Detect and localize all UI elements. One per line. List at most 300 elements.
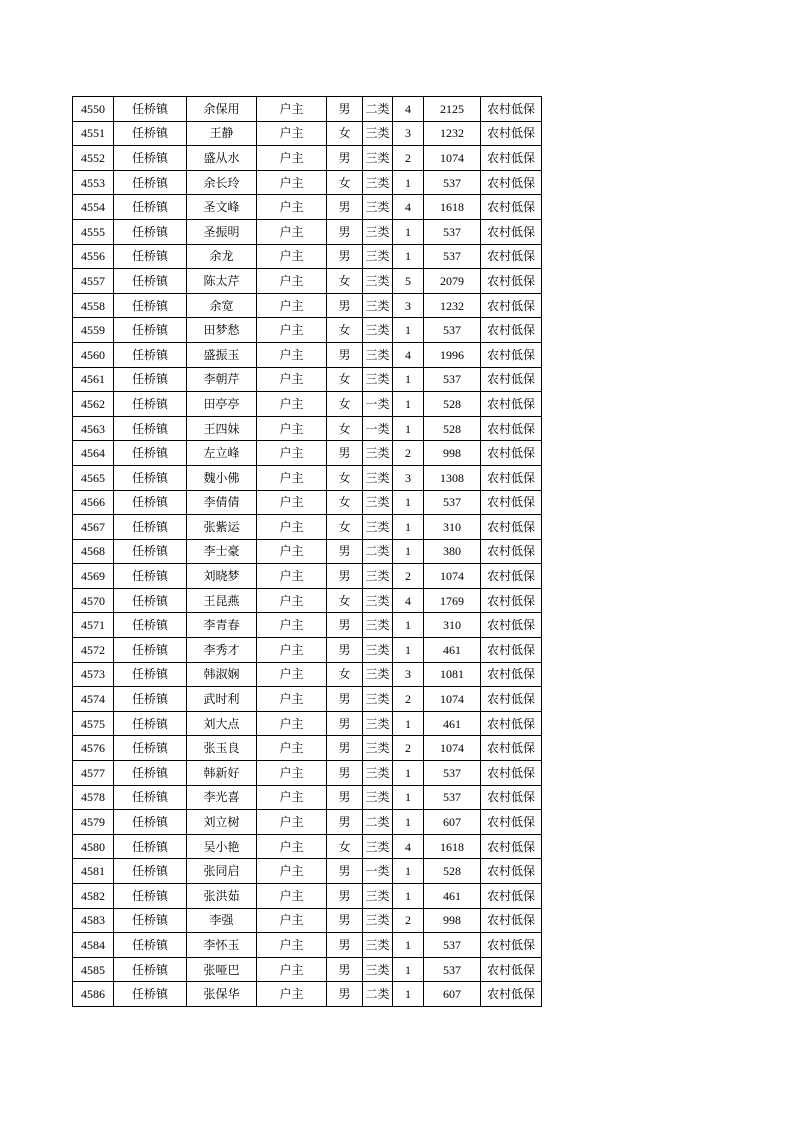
name-cell: 魏小佛 [187,465,257,490]
household-role-cell: 户主 [257,859,327,884]
assistance-type-cell: 农村低保 [481,736,542,761]
assistance-type-cell: 农村低保 [481,515,542,540]
table-row [73,957,542,982]
town-cell: 任桥镇 [114,269,187,294]
town-cell: 任桥镇 [114,957,187,982]
record-number-cell: 4579 [73,810,114,835]
category-cell: 二类 [363,539,393,564]
assistance-type-cell: 农村低保 [481,342,542,367]
category-cell: 二类 [363,982,393,1007]
household-role-cell: 户主 [257,736,327,761]
record-number-cell: 4566 [73,490,114,515]
name-cell: 陈太芹 [187,269,257,294]
member-count-cell: 1 [393,515,424,540]
name-cell: 李士豪 [187,539,257,564]
town-cell: 任桥镇 [114,121,187,146]
member-count-cell: 1 [393,957,424,982]
member-count-cell: 2 [393,736,424,761]
table-row [73,884,542,909]
name-cell: 张紫运 [187,515,257,540]
table-row [73,170,542,195]
record-number-cell: 4582 [73,884,114,909]
member-count-cell: 4 [393,195,424,220]
name-cell: 刘晓梦 [187,564,257,589]
table-row [73,785,542,810]
record-number-cell: 4586 [73,982,114,1007]
member-count-cell: 3 [393,293,424,318]
household-role-cell: 户主 [257,687,327,712]
gender-cell: 男 [327,957,363,982]
member-count-cell: 4 [393,588,424,613]
town-cell: 任桥镇 [114,810,187,835]
category-cell: 三类 [363,195,393,220]
name-cell: 李青春 [187,613,257,638]
amount-cell: 1996 [424,342,481,367]
household-role-cell: 户主 [257,170,327,195]
household-role-cell: 户主 [257,244,327,269]
amount-cell: 537 [424,761,481,786]
category-cell: 三类 [363,219,393,244]
relief-roster-table [72,96,542,1007]
amount-cell: 1232 [424,121,481,146]
town-cell: 任桥镇 [114,564,187,589]
member-count-cell: 1 [393,539,424,564]
record-number-cell: 4573 [73,662,114,687]
town-cell: 任桥镇 [114,195,187,220]
name-cell: 李朝芹 [187,367,257,392]
amount-cell: 1308 [424,465,481,490]
gender-cell: 女 [327,392,363,417]
category-cell: 三类 [363,170,393,195]
town-cell: 任桥镇 [114,219,187,244]
gender-cell: 女 [327,515,363,540]
table-row [73,146,542,171]
amount-cell: 461 [424,884,481,909]
record-number-cell: 4554 [73,195,114,220]
town-cell: 任桥镇 [114,736,187,761]
household-role-cell: 户主 [257,539,327,564]
gender-cell: 女 [327,318,363,343]
table-row [73,97,542,122]
household-role-cell: 户主 [257,441,327,466]
amount-cell: 537 [424,318,481,343]
table-row [73,613,542,638]
town-cell: 任桥镇 [114,982,187,1007]
name-cell: 李光喜 [187,785,257,810]
amount-cell: 537 [424,785,481,810]
amount-cell: 2125 [424,97,481,122]
member-count-cell: 1 [393,367,424,392]
category-cell: 一类 [363,416,393,441]
town-cell: 任桥镇 [114,318,187,343]
category-cell: 三类 [363,711,393,736]
category-cell: 三类 [363,342,393,367]
table-row [73,908,542,933]
household-role-cell: 户主 [257,785,327,810]
category-cell: 三类 [363,908,393,933]
assistance-type-cell: 农村低保 [481,441,542,466]
category-cell: 三类 [363,318,393,343]
name-cell: 余宽 [187,293,257,318]
town-cell: 任桥镇 [114,834,187,859]
gender-cell: 男 [327,761,363,786]
gender-cell: 女 [327,416,363,441]
table-row [73,293,542,318]
member-count-cell: 2 [393,564,424,589]
record-number-cell: 4585 [73,957,114,982]
table-row [73,269,542,294]
member-count-cell: 1 [393,416,424,441]
amount-cell: 1769 [424,588,481,613]
assistance-type-cell: 农村低保 [481,884,542,909]
assistance-type-cell: 农村低保 [481,711,542,736]
record-number-cell: 4559 [73,318,114,343]
amount-cell: 607 [424,810,481,835]
table-row [73,687,542,712]
table-row [73,195,542,220]
table-row [73,367,542,392]
table-row [73,441,542,466]
member-count-cell: 4 [393,342,424,367]
gender-cell: 男 [327,441,363,466]
household-role-cell: 户主 [257,392,327,417]
name-cell: 余龙 [187,244,257,269]
record-number-cell: 4583 [73,908,114,933]
assistance-type-cell: 农村低保 [481,662,542,687]
town-cell: 任桥镇 [114,465,187,490]
name-cell: 武时利 [187,687,257,712]
record-number-cell: 4562 [73,392,114,417]
town-cell: 任桥镇 [114,515,187,540]
amount-cell: 537 [424,170,481,195]
record-number-cell: 4564 [73,441,114,466]
assistance-type-cell: 农村低保 [481,219,542,244]
gender-cell: 男 [327,982,363,1007]
category-cell: 三类 [363,244,393,269]
table-row [73,342,542,367]
household-role-cell: 户主 [257,146,327,171]
table-row [73,662,542,687]
record-number-cell: 4577 [73,761,114,786]
member-count-cell: 2 [393,908,424,933]
household-role-cell: 户主 [257,195,327,220]
assistance-type-cell: 农村低保 [481,97,542,122]
household-role-cell: 户主 [257,638,327,663]
assistance-type-cell: 农村低保 [481,170,542,195]
amount-cell: 1232 [424,293,481,318]
table-row [73,490,542,515]
assistance-type-cell: 农村低保 [481,761,542,786]
town-cell: 任桥镇 [114,884,187,909]
member-count-cell: 2 [393,441,424,466]
gender-cell: 男 [327,711,363,736]
assistance-type-cell: 农村低保 [481,638,542,663]
record-number-cell: 4555 [73,219,114,244]
household-role-cell: 户主 [257,982,327,1007]
table-row [73,539,542,564]
table-row [73,219,542,244]
member-count-cell: 2 [393,146,424,171]
record-number-cell: 4552 [73,146,114,171]
table-row [73,933,542,958]
member-count-cell: 1 [393,884,424,909]
category-cell: 二类 [363,97,393,122]
roster-body [73,97,542,1007]
amount-cell: 537 [424,367,481,392]
assistance-type-cell: 农村低保 [481,588,542,613]
gender-cell: 女 [327,170,363,195]
member-count-cell: 1 [393,490,424,515]
record-number-cell: 4578 [73,785,114,810]
gender-cell: 男 [327,195,363,220]
household-role-cell: 户主 [257,884,327,909]
table-row [73,859,542,884]
gender-cell: 男 [327,564,363,589]
category-cell: 三类 [363,687,393,712]
amount-cell: 528 [424,859,481,884]
table-row [73,564,542,589]
assistance-type-cell: 农村低保 [481,293,542,318]
household-role-cell: 户主 [257,564,327,589]
assistance-type-cell: 农村低保 [481,318,542,343]
household-role-cell: 户主 [257,933,327,958]
assistance-type-cell: 农村低保 [481,933,542,958]
name-cell: 李倩倩 [187,490,257,515]
amount-cell: 1074 [424,687,481,712]
member-count-cell: 1 [393,244,424,269]
category-cell: 三类 [363,465,393,490]
gender-cell: 男 [327,97,363,122]
assistance-type-cell: 农村低保 [481,834,542,859]
household-role-cell: 户主 [257,121,327,146]
category-cell: 三类 [363,933,393,958]
record-number-cell: 4558 [73,293,114,318]
gender-cell: 男 [327,244,363,269]
member-count-cell: 1 [393,711,424,736]
amount-cell: 998 [424,441,481,466]
town-cell: 任桥镇 [114,539,187,564]
gender-cell: 女 [327,588,363,613]
amount-cell: 537 [424,933,481,958]
table-row [73,465,542,490]
town-cell: 任桥镇 [114,367,187,392]
category-cell: 三类 [363,441,393,466]
member-count-cell: 1 [393,761,424,786]
member-count-cell: 3 [393,121,424,146]
town-cell: 任桥镇 [114,687,187,712]
category-cell: 一类 [363,392,393,417]
name-cell: 韩淑娴 [187,662,257,687]
gender-cell: 女 [327,269,363,294]
household-role-cell: 户主 [257,662,327,687]
gender-cell: 男 [327,638,363,663]
member-count-cell: 4 [393,834,424,859]
member-count-cell: 4 [393,97,424,122]
member-count-cell: 1 [393,613,424,638]
table-row [73,416,542,441]
member-count-cell: 3 [393,465,424,490]
name-cell: 圣文峰 [187,195,257,220]
record-number-cell: 4561 [73,367,114,392]
amount-cell: 537 [424,219,481,244]
category-cell: 三类 [363,269,393,294]
town-cell: 任桥镇 [114,711,187,736]
gender-cell: 女 [327,834,363,859]
town-cell: 任桥镇 [114,441,187,466]
table-row [73,736,542,761]
assistance-type-cell: 农村低保 [481,613,542,638]
gender-cell: 男 [327,884,363,909]
record-number-cell: 4572 [73,638,114,663]
gender-cell: 男 [327,219,363,244]
assistance-type-cell: 农村低保 [481,785,542,810]
table-row [73,588,542,613]
gender-cell: 男 [327,293,363,318]
assistance-type-cell: 农村低保 [481,564,542,589]
assistance-type-cell: 农村低保 [481,416,542,441]
town-cell: 任桥镇 [114,392,187,417]
category-cell: 三类 [363,761,393,786]
amount-cell: 537 [424,244,481,269]
gender-cell: 男 [327,736,363,761]
gender-cell: 女 [327,662,363,687]
table-row [73,638,542,663]
town-cell: 任桥镇 [114,416,187,441]
assistance-type-cell: 农村低保 [481,367,542,392]
category-cell: 三类 [363,638,393,663]
record-number-cell: 4584 [73,933,114,958]
town-cell: 任桥镇 [114,785,187,810]
record-number-cell: 4553 [73,170,114,195]
household-role-cell: 户主 [257,97,327,122]
category-cell: 三类 [363,884,393,909]
assistance-type-cell: 农村低保 [481,195,542,220]
household-role-cell: 户主 [257,293,327,318]
amount-cell: 310 [424,613,481,638]
name-cell: 张哑巴 [187,957,257,982]
amount-cell: 461 [424,711,481,736]
town-cell: 任桥镇 [114,588,187,613]
amount-cell: 1074 [424,736,481,761]
town-cell: 任桥镇 [114,761,187,786]
table-row [73,761,542,786]
name-cell: 刘大点 [187,711,257,736]
assistance-type-cell: 农村低保 [481,269,542,294]
household-role-cell: 户主 [257,219,327,244]
name-cell: 李秀才 [187,638,257,663]
household-role-cell: 户主 [257,834,327,859]
town-cell: 任桥镇 [114,342,187,367]
amount-cell: 380 [424,539,481,564]
town-cell: 任桥镇 [114,662,187,687]
household-role-cell: 户主 [257,908,327,933]
amount-cell: 1074 [424,564,481,589]
name-cell: 吴小艳 [187,834,257,859]
household-role-cell: 户主 [257,269,327,294]
category-cell: 三类 [363,293,393,318]
amount-cell: 528 [424,392,481,417]
gender-cell: 男 [327,933,363,958]
category-cell: 三类 [363,367,393,392]
household-role-cell: 户主 [257,515,327,540]
member-count-cell: 2 [393,687,424,712]
table-row [73,244,542,269]
town-cell: 任桥镇 [114,170,187,195]
assistance-type-cell: 农村低保 [481,859,542,884]
record-number-cell: 4569 [73,564,114,589]
name-cell: 张同启 [187,859,257,884]
amount-cell: 607 [424,982,481,1007]
name-cell: 张保华 [187,982,257,1007]
gender-cell: 男 [327,146,363,171]
town-cell: 任桥镇 [114,146,187,171]
category-cell: 三类 [363,515,393,540]
category-cell: 一类 [363,859,393,884]
assistance-type-cell: 农村低保 [481,957,542,982]
town-cell: 任桥镇 [114,490,187,515]
household-role-cell: 户主 [257,810,327,835]
town-cell: 任桥镇 [114,613,187,638]
category-cell: 二类 [363,810,393,835]
town-cell: 任桥镇 [114,293,187,318]
name-cell: 圣振明 [187,219,257,244]
town-cell: 任桥镇 [114,638,187,663]
name-cell: 刘立树 [187,810,257,835]
record-number-cell: 4556 [73,244,114,269]
member-count-cell: 1 [393,810,424,835]
gender-cell: 女 [327,490,363,515]
record-number-cell: 4571 [73,613,114,638]
assistance-type-cell: 农村低保 [481,465,542,490]
gender-cell: 女 [327,121,363,146]
member-count-cell: 1 [393,638,424,663]
amount-cell: 998 [424,908,481,933]
assistance-type-cell: 农村低保 [481,392,542,417]
table-row [73,515,542,540]
household-role-cell: 户主 [257,761,327,786]
name-cell: 盛振玉 [187,342,257,367]
household-role-cell: 户主 [257,957,327,982]
gender-cell: 男 [327,687,363,712]
name-cell: 余长玲 [187,170,257,195]
table-row [73,982,542,1007]
name-cell: 余保用 [187,97,257,122]
name-cell: 张洪茹 [187,884,257,909]
assistance-type-cell: 农村低保 [481,121,542,146]
household-role-cell: 户主 [257,613,327,638]
record-number-cell: 4574 [73,687,114,712]
record-number-cell: 4560 [73,342,114,367]
gender-cell: 男 [327,539,363,564]
member-count-cell: 5 [393,269,424,294]
household-role-cell: 户主 [257,367,327,392]
name-cell: 王昆燕 [187,588,257,613]
assistance-type-cell: 农村低保 [481,982,542,1007]
member-count-cell: 1 [393,318,424,343]
assistance-type-cell: 农村低保 [481,908,542,933]
member-count-cell: 1 [393,982,424,1007]
household-role-cell: 户主 [257,588,327,613]
table-row [73,711,542,736]
name-cell: 王静 [187,121,257,146]
name-cell: 左立峰 [187,441,257,466]
amount-cell: 2079 [424,269,481,294]
table-row [73,392,542,417]
record-number-cell: 4565 [73,465,114,490]
record-number-cell: 4576 [73,736,114,761]
record-number-cell: 4568 [73,539,114,564]
member-count-cell: 1 [393,219,424,244]
